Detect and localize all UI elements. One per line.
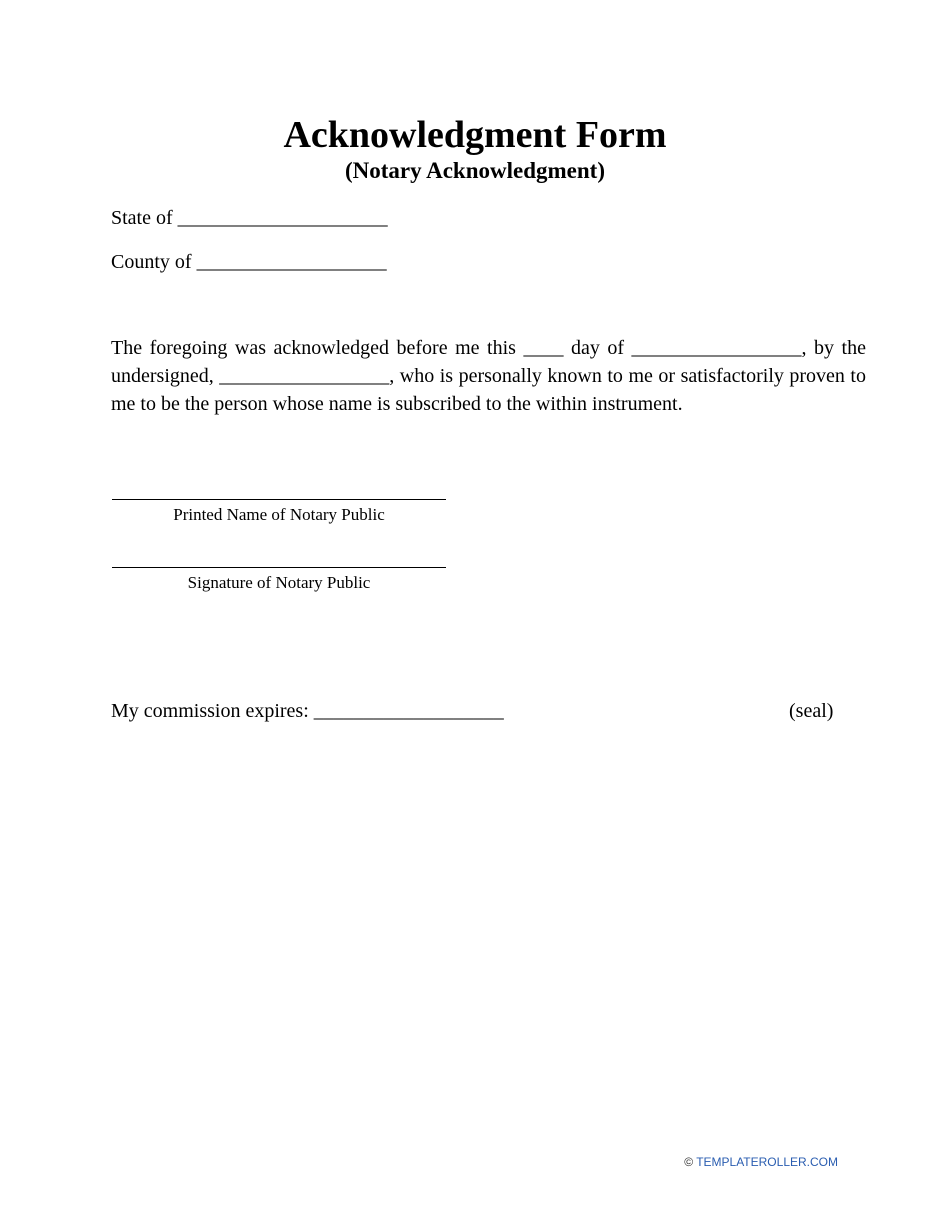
footer-credit (684, 1154, 838, 1170)
county-blank[interactable]: ___________________ (196, 251, 387, 273)
seal-label: (seal) (789, 700, 834, 722)
page-title: Acknowledgment Form (283, 114, 667, 156)
page-subtitle: (Notary Acknowledgment) (345, 158, 605, 183)
commission-label: My commission expires: (111, 700, 309, 722)
state-field (111, 205, 388, 231)
templateroller-link[interactable]: TEMPLATEROLLER.COM (696, 1155, 838, 1169)
printed-name-block (112, 499, 446, 526)
state-label: State of (111, 207, 173, 229)
signature-block (112, 567, 446, 594)
state-blank[interactable]: _____________________ (177, 207, 388, 229)
printed-name-label: Printed Name of Notary Public (173, 505, 385, 524)
commission-field (111, 698, 504, 724)
county-label: County of (111, 251, 192, 273)
commission-blank[interactable]: ___________________ (313, 700, 504, 722)
signature-label: Signature of Notary Public (187, 573, 371, 592)
signature-line[interactable] (112, 567, 446, 568)
copyright-icon: © (684, 1155, 694, 1169)
printed-name-line[interactable] (112, 499, 446, 500)
county-field (111, 249, 387, 275)
acknowledgment-paragraph: The foregoing was acknowledged before me this ____ day of _________________, by the undersigned, _________________, who is personally known to me or satisfactorily proven to me to be the person whose name is subscribed to the within instrument. (111, 337, 866, 415)
